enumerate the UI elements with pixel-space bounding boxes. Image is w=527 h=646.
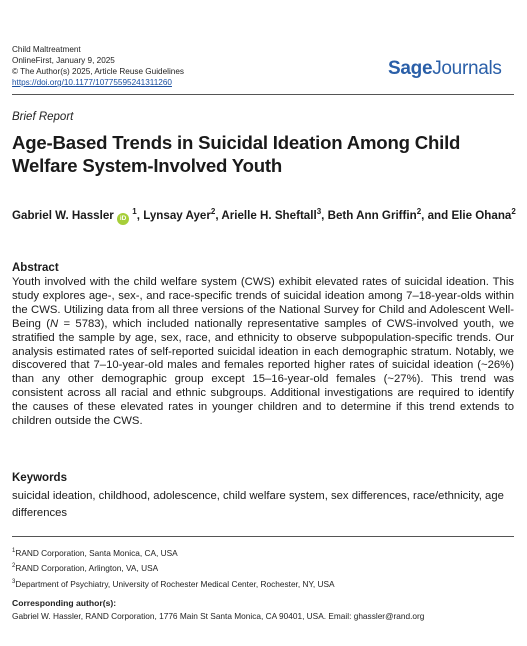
affiliation-item xyxy=(12,576,517,591)
affiliation-number: 2 xyxy=(12,563,16,570)
doi-link[interactable]: https://doi.org/10.1177/10775595241311260 xyxy=(12,78,172,87)
logo-sage-text: Sage xyxy=(388,58,433,79)
author-name: Gabriel W. Hassler xyxy=(12,208,114,222)
author-name: Lynsay Ayer xyxy=(143,208,211,222)
affiliation-number: 1 xyxy=(12,548,16,554)
footer-rule xyxy=(12,536,514,537)
author-name: Beth Ann Griffin xyxy=(327,208,417,222)
corresponding-author-heading: Corresponding author(s): xyxy=(12,598,117,608)
journal-name: Child Maltreatment xyxy=(12,45,81,54)
author-separator: , xyxy=(136,208,144,222)
orcid-icon[interactable]: iD xyxy=(117,213,129,225)
author-affiliation-marker: 2 xyxy=(416,207,422,216)
author-separator: , and xyxy=(421,208,452,222)
author-affiliation-marker: 2 xyxy=(210,207,216,216)
affiliation-item xyxy=(12,545,517,560)
abstract-body xyxy=(12,276,514,429)
affiliation-number: 3 xyxy=(12,578,16,585)
corresponding-author-details: Gabriel W. Hassler, RAND Corporation, 1776 Main St Santa Monica, CA 90401, USA. Email: ghassler@rand.org xyxy=(12,611,425,621)
author-affiliation-marker: 3 xyxy=(316,207,322,216)
affiliation-text: RAND Corporation, Arlington, VA, USA xyxy=(15,563,159,574)
author-name: Arielle H. Sheftall xyxy=(221,208,317,222)
sage-journals-logo xyxy=(388,58,502,80)
author-affiliation-marker: 1 xyxy=(132,207,137,216)
copyright-line: © The Author(s) 2025, Article Reuse Guidelines xyxy=(12,67,184,76)
affiliation-text: Department of Psychiatry, University of Rochester Medical Center, Rochester, NY, USA xyxy=(15,578,335,589)
abstract-text-part-2: = 5783), which included nationally representative samples of CWS-involved youth, we stratified the sample by age, sex, race, and ethnicity to observe subpopulation-specific trends. Our analysis estimated rates of self-reported suicidal ideation in each demographic stratum. Notably, we discovered that 7–10-year-old males and females reported higher rates of suicidal ideation (~26%) than any other demographic group except 15–16-year-old females (~27%). This trend was consistent across all racial and ethnic subgroups. Additional investigations are required to identify the causes of these elevated rates in younger children and to determine if this trend extends to children outside the CWS. xyxy=(12,317,514,428)
keywords-heading: Keywords xyxy=(12,472,67,484)
article-title: Age-Based Trends in Suicidal Ideation Among Child Welfare System-Involved Youth xyxy=(12,132,461,176)
article-type: Brief Report xyxy=(12,111,74,123)
author-list xyxy=(12,203,517,225)
affiliation-text: RAND Corporation, Santa Monica, CA, USA xyxy=(15,547,178,558)
abstract-heading: Abstract xyxy=(12,262,59,274)
author-separator: , xyxy=(321,208,328,222)
abstract-text-part-1: Youth involved with the child welfare system (CWS) exhibit elevated rates of suicidal ideation. This study explores age-, sex-, and race-specific trends of suicidal ideation among 7–18-year-olds within the CWS. Utilizing data from all three versions of the National Survey for Child and Adolescent Well-Being ( xyxy=(12,276,514,330)
affiliation-item xyxy=(12,560,517,575)
abstract-sample-size-label: N xyxy=(50,317,59,330)
author-affiliation-marker: 2 xyxy=(511,207,516,216)
affiliations xyxy=(12,545,517,591)
header-rule xyxy=(12,94,514,95)
logo-journals-text: Journals xyxy=(432,58,502,79)
author-name: Elie Ohana xyxy=(451,208,512,222)
online-first-date: OnlineFirst, January 9, 2025 xyxy=(12,56,115,65)
author-separator: , xyxy=(215,208,222,222)
keywords-list: suicidal ideation, childhood, adolescence, child welfare system, sex differences, race/ethnicity, age differences xyxy=(12,490,504,519)
article-meta xyxy=(12,44,184,88)
